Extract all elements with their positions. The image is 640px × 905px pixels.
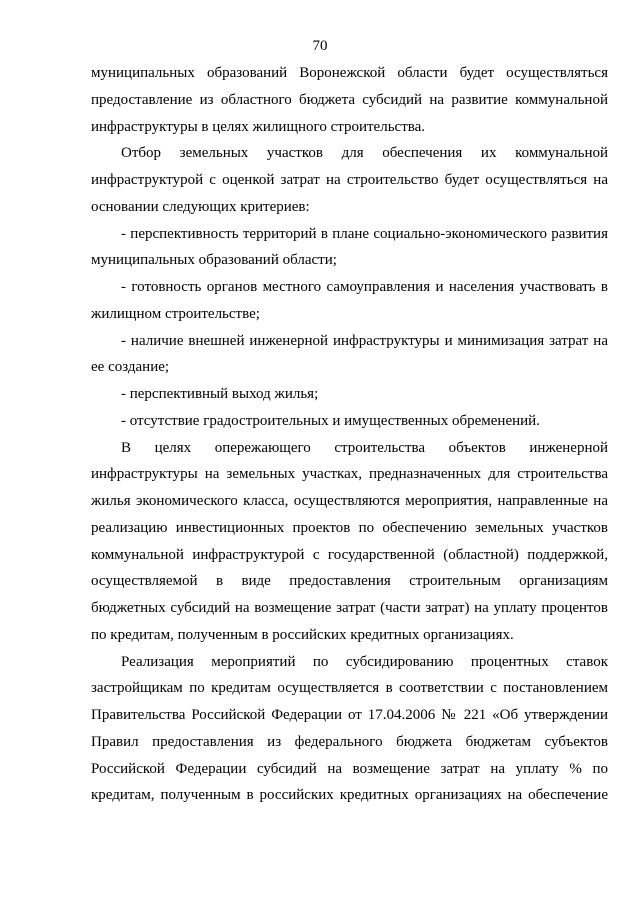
text-line: ее создание; [91,359,170,376]
text-line: Реализация мероприятий по субсидированию процентных ставок [121,653,608,670]
text-line: инфраструктурой с оценкой затрат на строительство будет осуществляться на [91,172,608,188]
text-line: осуществляемой в виде предоставления строительным организациям [91,573,608,590]
text-line: Правил предоставления из федерального бюджета бюджетам субъектов [91,733,608,750]
text-line: - наличие внешней инженерной инфраструктуры и минимизация затрат на [121,332,608,349]
text-line: В целях опережающего строительства объектов инженерной [121,439,608,456]
text-line: муниципальных образований области; [91,252,337,269]
text-line: инфраструктуры в целях жилищного строительства. [91,118,426,135]
text-line: застройщикам по кредитам осуществляется в соответствии с постановлением [91,680,608,697]
text-line: - перспективный выход жилья; [121,386,319,402]
text-line: - отсутствие градостроительных и имущественных обременений. [121,412,540,429]
page-number: 70 [312,38,328,54]
text-line: Правительства Российской Федерации от 17.04.2006 № 221 «Об утверждении [91,707,608,723]
text-line: - перспективность территорий в плане социально-экономического развития [121,225,608,242]
text-line: Отбор земельных участков для обеспечения их коммунальной [121,145,608,162]
text-line: по кредитам, полученным в российских кредитных организациях. [91,626,514,643]
text-line: реализацию инвестиционных проектов по обеспечению земельных участков [91,519,608,536]
text-line: жилья экономического класса, осуществляются мероприятия, направленные на [91,493,608,509]
text-line: Российской Федерации субсидий на возмещение затрат на уплату % по [91,760,608,777]
text-line: коммунальной инфраструктурой с государственной (областной) поддержкой, [91,546,608,563]
text-line: инфраструктуры на земельных участках, предназначенных для строительства [91,466,608,483]
text-line: основании следующих критериев: [91,198,310,215]
text-line: бюджетных субсидий на возмещение затрат (части затрат) на уплату процентов [91,600,608,616]
text-line: - готовность органов местного самоуправления и населения участвовать в [121,279,608,295]
text-line: жилищном строительстве; [91,305,260,322]
text-line: предоставление из областного бюджета субсидий на развитие коммунальной [91,91,608,108]
text-line: кредитам, полученным в российских кредитных организациях на обеспечение [91,787,608,804]
text-line: муниципальных образований Воронежской области будет осуществляться [91,65,608,81]
